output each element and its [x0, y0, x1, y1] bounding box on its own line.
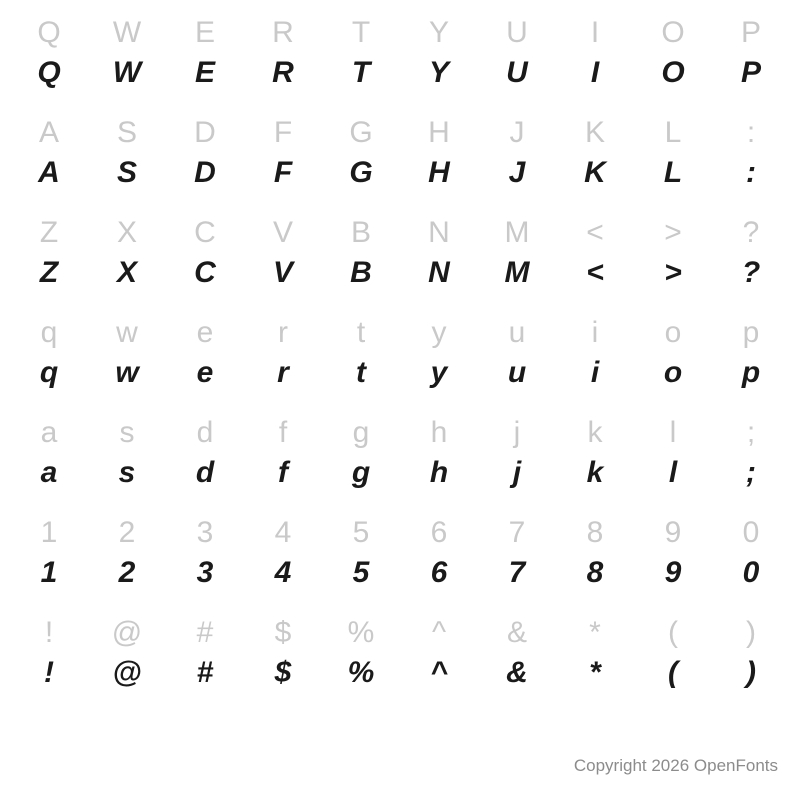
sample-glyph: R — [272, 56, 294, 89]
sample-glyph: 0 — [742, 556, 760, 589]
reference-glyph: e — [196, 316, 214, 349]
reference-glyph: 8 — [586, 516, 604, 549]
reference-glyph: Y — [428, 16, 449, 49]
reference-glyph: K — [584, 116, 605, 149]
reference-glyph: * — [589, 616, 601, 649]
specimen-row-group — [0, 500, 800, 600]
sample-glyph: O — [661, 56, 685, 89]
sample-glyph: $ — [274, 656, 292, 689]
reference-glyph: s — [119, 416, 135, 449]
sample-glyph: Q — [37, 56, 61, 89]
sample-glyph: 3 — [196, 556, 214, 589]
reference-glyph: @ — [111, 616, 143, 649]
reference-glyph: < — [586, 216, 604, 249]
reference-glyph: q — [40, 316, 58, 349]
sample-glyph: L — [663, 156, 683, 189]
sample-glyph: A — [38, 156, 60, 189]
reference-glyph: 6 — [430, 516, 448, 549]
sample-glyph: B — [350, 256, 372, 289]
reference-glyph: F — [273, 116, 293, 149]
sample-glyph: t — [356, 356, 366, 389]
reference-glyph: B — [350, 216, 371, 249]
reference-glyph: I — [590, 16, 600, 49]
sample-glyph: E — [194, 56, 215, 89]
sample-glyph: 4 — [274, 556, 292, 589]
sample-glyph: e — [196, 356, 214, 389]
sample-glyph: S — [116, 156, 137, 189]
reference-glyph: R — [272, 16, 294, 49]
sample-glyph: 7 — [508, 556, 526, 589]
sample-glyph: > — [664, 256, 682, 289]
sample-glyph: M — [504, 256, 530, 289]
sample-glyph-row — [0, 448, 800, 500]
sample-glyph: ( — [668, 656, 678, 689]
sample-glyph: J — [508, 156, 526, 189]
reference-glyph: : — [746, 116, 756, 149]
reference-glyph: J — [509, 116, 525, 149]
reference-glyph: & — [506, 616, 527, 649]
reference-glyph-row — [0, 0, 800, 48]
reference-glyph: S — [116, 116, 137, 149]
reference-glyph-row — [0, 300, 800, 348]
specimen-row-group — [0, 300, 800, 400]
specimen-row-group — [0, 100, 800, 200]
sample-glyph: k — [586, 456, 604, 489]
reference-glyph: P — [740, 16, 761, 49]
reference-glyph: 9 — [664, 516, 682, 549]
reference-glyph: r — [278, 316, 288, 349]
sample-glyph: 2 — [118, 556, 136, 589]
reference-glyph: u — [508, 316, 526, 349]
reference-glyph: k — [587, 416, 603, 449]
sample-glyph: N — [428, 256, 450, 289]
specimen-row-group — [0, 600, 800, 700]
reference-glyph: > — [664, 216, 682, 249]
sample-glyph: ^ — [430, 656, 448, 689]
sample-glyph-row — [0, 48, 800, 100]
copyright-notice: Copyright 2026 OpenFonts — [573, 756, 778, 775]
reference-glyph: ; — [746, 416, 756, 449]
reference-glyph: t — [356, 316, 366, 349]
reference-glyph: O — [661, 16, 685, 49]
specimen-row-group — [0, 0, 800, 100]
sample-glyph: w — [115, 356, 139, 389]
sample-glyph: g — [351, 456, 371, 489]
sample-glyph: U — [506, 56, 528, 89]
reference-glyph: g — [352, 416, 370, 449]
sample-glyph: & — [506, 656, 528, 689]
reference-glyph: A — [38, 116, 59, 149]
reference-glyph: 0 — [742, 516, 760, 549]
sample-glyph: f — [278, 456, 288, 489]
reference-glyph: 3 — [196, 516, 214, 549]
sample-glyph: r — [277, 356, 289, 389]
sample-glyph: T — [351, 56, 371, 89]
reference-glyph: H — [428, 116, 450, 149]
specimen-row-group — [0, 400, 800, 500]
reference-glyph: 2 — [118, 516, 136, 549]
sample-glyph: h — [429, 456, 449, 489]
reference-glyph: ( — [668, 616, 678, 649]
sample-glyph: V — [272, 256, 293, 289]
sample-glyph: ) — [746, 656, 756, 689]
sample-glyph: y — [430, 356, 448, 389]
sample-glyph: 1 — [40, 556, 58, 589]
reference-glyph: i — [591, 316, 599, 349]
reference-glyph: 7 — [508, 516, 526, 549]
reference-glyph: % — [347, 616, 375, 649]
sample-glyph: # — [196, 656, 214, 689]
sample-glyph-row — [0, 648, 800, 700]
reference-glyph-row — [0, 500, 800, 548]
reference-glyph: V — [272, 216, 293, 249]
reference-glyph: N — [428, 216, 450, 249]
reference-glyph: D — [194, 116, 216, 149]
reference-glyph: p — [742, 316, 760, 349]
reference-glyph: h — [430, 416, 448, 449]
reference-glyph: # — [196, 616, 214, 649]
reference-glyph: W — [112, 16, 142, 49]
reference-glyph: U — [506, 16, 528, 49]
reference-glyph: ^ — [431, 616, 447, 649]
reference-glyph: y — [431, 316, 447, 349]
specimen-row-group — [0, 200, 800, 300]
sample-glyph: 5 — [352, 556, 370, 589]
sample-glyph: : — [746, 156, 756, 189]
sample-glyph: o — [663, 356, 683, 389]
reference-glyph: o — [664, 316, 682, 349]
reference-glyph: j — [513, 416, 521, 449]
sample-glyph: * — [589, 656, 601, 689]
reference-glyph: G — [349, 116, 373, 149]
sample-glyph: Z — [39, 256, 59, 289]
sample-glyph: ! — [44, 656, 54, 689]
sample-glyph: < — [586, 256, 604, 289]
sample-glyph: s — [118, 456, 136, 489]
sample-glyph: ? — [741, 256, 761, 289]
reference-glyph: l — [669, 416, 677, 449]
sample-glyph-row — [0, 348, 800, 400]
sample-glyph: P — [740, 56, 761, 89]
sample-glyph-row — [0, 148, 800, 200]
sample-glyph: X — [116, 256, 137, 289]
reference-glyph: C — [194, 216, 216, 249]
reference-glyph: M — [504, 216, 530, 249]
reference-glyph: E — [194, 16, 215, 49]
reference-glyph: T — [351, 16, 371, 49]
sample-glyph: a — [40, 456, 58, 489]
reference-glyph: 4 — [274, 516, 292, 549]
sample-glyph: K — [584, 156, 606, 189]
sample-glyph: Y — [428, 56, 449, 89]
sample-glyph: j — [512, 456, 522, 489]
reference-glyph: ? — [742, 216, 760, 249]
reference-glyph: a — [40, 416, 58, 449]
sample-glyph: C — [194, 256, 216, 289]
sample-glyph: d — [195, 456, 215, 489]
sample-glyph: % — [347, 656, 375, 689]
reference-glyph: Q — [37, 16, 61, 49]
reference-glyph: 5 — [352, 516, 370, 549]
reference-glyph: L — [664, 116, 682, 149]
reference-glyph-row — [0, 200, 800, 248]
reference-glyph: ) — [746, 616, 756, 649]
reference-glyph: 1 — [40, 516, 58, 549]
sample-glyph: W — [112, 56, 142, 89]
sample-glyph-row — [0, 548, 800, 600]
reference-glyph: f — [278, 416, 288, 449]
reference-glyph: $ — [274, 616, 292, 649]
reference-glyph: ! — [44, 616, 54, 649]
reference-glyph: Z — [39, 216, 59, 249]
sample-glyph: i — [590, 356, 600, 389]
sample-glyph: I — [590, 56, 600, 89]
reference-glyph-row — [0, 100, 800, 148]
sample-glyph: D — [194, 156, 216, 189]
sample-glyph: 6 — [430, 556, 448, 589]
reference-glyph: w — [116, 316, 138, 349]
sample-glyph: F — [273, 156, 293, 189]
sample-glyph: q — [39, 356, 59, 389]
sample-glyph: p — [741, 356, 761, 389]
sample-glyph: 9 — [664, 556, 682, 589]
reference-glyph: d — [196, 416, 214, 449]
reference-glyph: X — [116, 216, 137, 249]
sample-glyph: u — [507, 356, 527, 389]
reference-glyph-row — [0, 600, 800, 648]
sample-glyph: H — [428, 156, 450, 189]
sample-glyph: @ — [112, 656, 142, 689]
sample-glyph: ; — [746, 456, 756, 489]
sample-glyph: l — [668, 456, 678, 489]
reference-glyph-row — [0, 400, 800, 448]
sample-glyph-row — [0, 248, 800, 300]
sample-glyph: 8 — [586, 556, 604, 589]
sample-glyph: G — [349, 156, 373, 189]
